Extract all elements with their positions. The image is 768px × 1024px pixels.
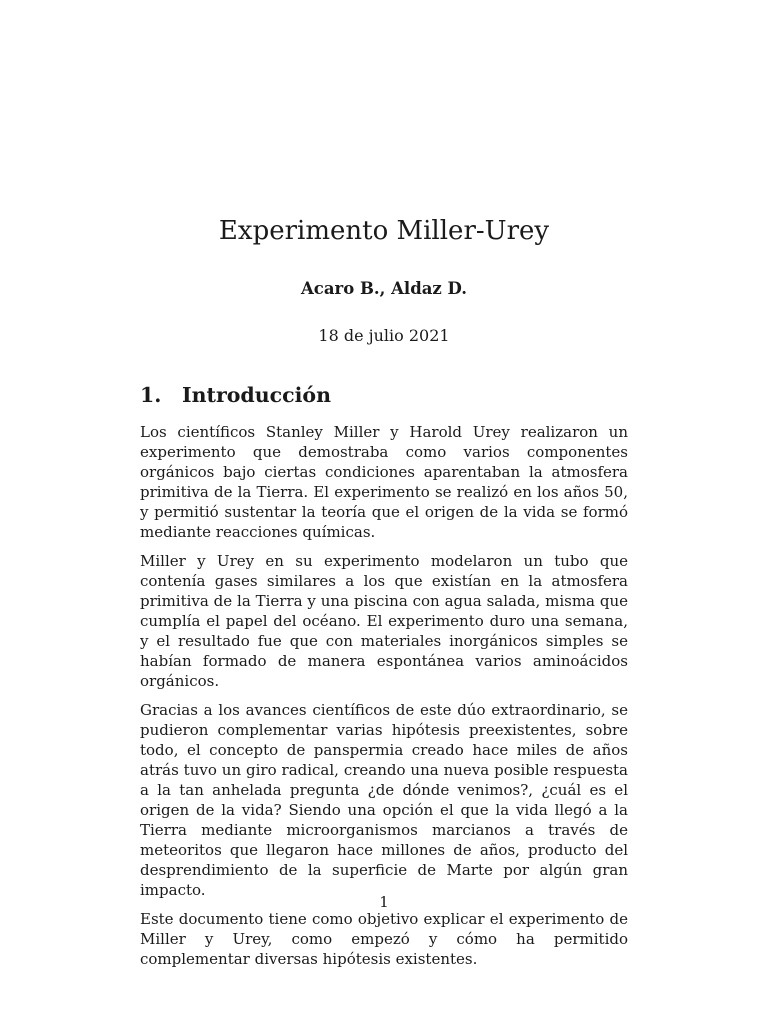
document-authors: Acaro B., Aldaz D.: [300, 279, 468, 298]
section-heading: [140, 380, 630, 410]
paragraph: Gracias a los avances científicos de este dúo extraordinario, se pudieron complementar varias hipótesis preexistentes, sobre todo, el concepto de panspermia creado hace miles de años atrás tuvo un giro radical, creando una nueva posible respuesta a la tan anhelada pregunta ¿de dónde venimos?, ¿cuál es el origen de la vida? Siendo una opción el que la vida llegó a la Tierra mediante microorganismos marcianos a través de meteoritos que llegaron hace millones de años, producto del desprendimiento de la superficie de Marte por algún gran impacto.: [140, 701, 628, 899]
section-title: Introducción: [182, 383, 332, 407]
page-number: 1: [379, 893, 389, 911]
paragraph: Miller y Urey en su experimento modelaron un tubo que contenía gases similares a los que existían en la atmosfera primitiva de la Tierra y una piscina con agua salada, misma que cumplía el papel del océano. El experimento duro una semana, y el resultado fue que con materiales inorgánicos simples se habían formado de manera espontánea varios aminoácidos orgánicos.: [140, 552, 628, 690]
paragraph: Los científicos Stanley Miller y Harold Urey realizaron un experimento que demostraba como varios componentes orgánicos bajo ciertas condiciones aparentaban la atmosfera primitiva de la Tierra. El experimento se realizó en los años 50, y permitió sustentar la teoría que el origen de la vida se formó mediante reacciones químicas.: [140, 423, 628, 541]
document-title: Experimento Miller-Urey: [218, 216, 550, 246]
paragraph: Este documento tiene como objetivo explicar el experimento de Miller y Urey, como empezó y cómo ha permitido complementar diversas hipótesis existentes.: [140, 910, 628, 968]
section-number: 1.: [140, 383, 162, 407]
document-date: 18 de julio 2021: [318, 326, 450, 345]
